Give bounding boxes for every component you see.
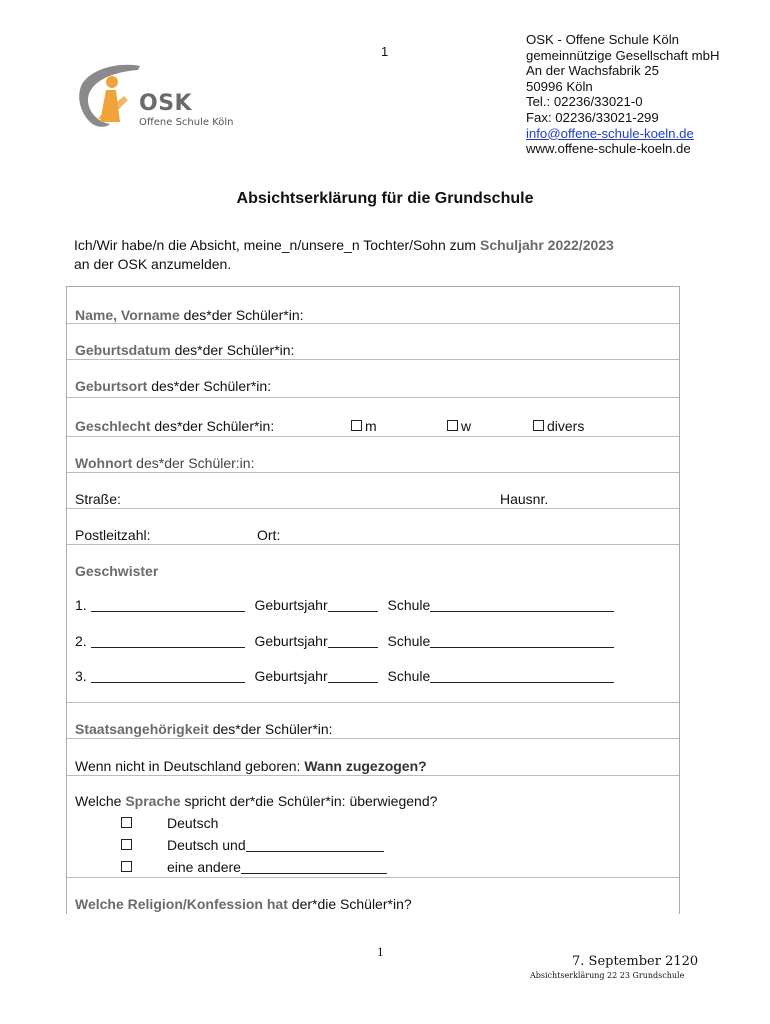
house-number-label: Hausnr. (500, 491, 549, 507)
address-line: OSK - Offene Schule Köln (526, 32, 679, 47)
checkbox-icon[interactable] (121, 861, 132, 872)
birthdate-suffix: des*der Schüler*in: (170, 342, 295, 358)
sibling-name-line[interactable] (91, 635, 245, 648)
address-line: An der Wachsfabrik 25 (526, 63, 659, 79)
sibling-entry[interactable]: 2. Geburtsjahr Schule (75, 633, 614, 649)
birthplace-label: Geburtsort (75, 378, 148, 394)
nationality-label: Staatsangehörigkeit (75, 721, 209, 737)
top-page-number: 1 (381, 44, 389, 59)
religion-row[interactable] (67, 878, 679, 914)
siblings-section (67, 545, 679, 703)
checkbox-icon[interactable] (447, 420, 458, 431)
sibling-birthyear-line[interactable] (328, 670, 378, 683)
address-line: Tel.: 02236/33021-0 (526, 94, 643, 110)
birthplace-row[interactable] (67, 360, 679, 398)
checkbox-icon[interactable] (351, 420, 362, 431)
name-suffix: des*der Schüler*in: (179, 307, 304, 323)
sibling-birthyear-line[interactable] (328, 599, 378, 612)
language-suffix: spricht der*die Schüler*in: überwiegend? (180, 793, 438, 809)
intro-text-line2: an der OSK anzumelden. (74, 256, 232, 272)
gender-option-divers[interactable]: divers (533, 418, 584, 434)
street-row[interactable] (67, 473, 679, 509)
sibling-school-line[interactable] (430, 670, 614, 683)
residence-suffix: des*der Schüler:in: (132, 455, 255, 471)
logo-subtitle: Offene Schule Köln (139, 117, 234, 128)
postal-row[interactable] (67, 509, 679, 545)
checkbox-icon[interactable] (533, 420, 544, 431)
sibling-entry[interactable]: 3. Geburtsjahr Schule (75, 668, 614, 684)
website-text: www.offene-schule-koeln.de (526, 141, 691, 157)
checkbox-icon[interactable] (121, 839, 132, 850)
footer-date: 7. September 2120 (572, 954, 699, 969)
moved-row[interactable] (67, 739, 679, 776)
logo-figure-head (106, 76, 118, 88)
sibling-birthyear-line[interactable] (328, 635, 378, 648)
checkbox-icon[interactable] (121, 817, 132, 828)
birthplace-suffix: des*der Schüler*in: (147, 378, 272, 394)
bottom-page-number: 1 (377, 944, 384, 959)
religion-suffix: der*die Schüler*in? (287, 896, 412, 912)
email-link[interactable]: info@offene-schule-koeln.de (526, 125, 694, 141)
language-option-andere[interactable]: eine andere (121, 859, 387, 875)
religion-label: Welche Religion/Konfession hat (75, 896, 288, 912)
sibling-name-line[interactable] (91, 670, 245, 683)
nationality-row[interactable] (67, 703, 679, 739)
sibling-name-line[interactable] (91, 599, 245, 612)
sibling-entry[interactable]: 1. Geburtsjahr Schule (75, 597, 614, 613)
language-label: Sprache (125, 793, 181, 809)
address-block (526, 32, 720, 157)
school-year: Schuljahr 2022/2023 (479, 237, 614, 253)
intro-paragraph (74, 236, 694, 274)
postal-code-label: Postleitzahl: (75, 527, 151, 543)
siblings-label: Geschwister (75, 563, 159, 579)
gender-label: Geschlecht (75, 418, 151, 434)
sibling-school-line[interactable] (430, 599, 614, 612)
moved-question: Wann zugezogen? (304, 758, 427, 774)
residence-row (67, 437, 679, 473)
address-line: gemeinnützige Gesellschaft mbH (526, 47, 720, 63)
gender-option-w[interactable]: w (447, 418, 471, 434)
address-line: Fax: 02236/33021-299 (526, 109, 659, 125)
language-prefix: Welche (75, 793, 126, 809)
address-line: 50996 Köln (526, 78, 593, 94)
language-other-line[interactable] (241, 861, 387, 874)
name-row[interactable] (67, 287, 679, 324)
intro-text: Ich/Wir habe/n die Absicht, meine_n/unsere_n Tochter/Sohn zum (74, 237, 480, 253)
logo-text: OSK (139, 91, 193, 116)
city-label: Ort: (257, 527, 281, 543)
sibling-school-line[interactable] (430, 635, 614, 648)
language-other-line[interactable] (246, 839, 384, 852)
form-table (66, 286, 680, 914)
language-section (67, 776, 679, 878)
nationality-suffix: des*der Schüler*in: (208, 721, 333, 737)
residence-label: Wohnort (75, 455, 133, 471)
gender-option-m[interactable]: m (351, 418, 377, 434)
gender-row (67, 398, 679, 437)
footer-document-name: Absichtserklärung 22 23 Grundschule (530, 971, 685, 980)
birthdate-label: Geburtsdatum (75, 342, 171, 358)
name-label: Name, Vorname (75, 307, 180, 323)
gender-suffix: des*der Schüler*in: (150, 418, 275, 434)
birthdate-row[interactable] (67, 324, 679, 360)
language-option-deutsch-und[interactable]: Deutsch und (121, 837, 384, 853)
street-label: Straße: (75, 491, 121, 507)
document-title: Absichtserklärung für die Grundschule (236, 190, 534, 207)
language-option-deutsch[interactable]: Deutsch (121, 815, 218, 831)
moved-prefix: Wenn nicht in Deutschland geboren: (75, 758, 305, 774)
